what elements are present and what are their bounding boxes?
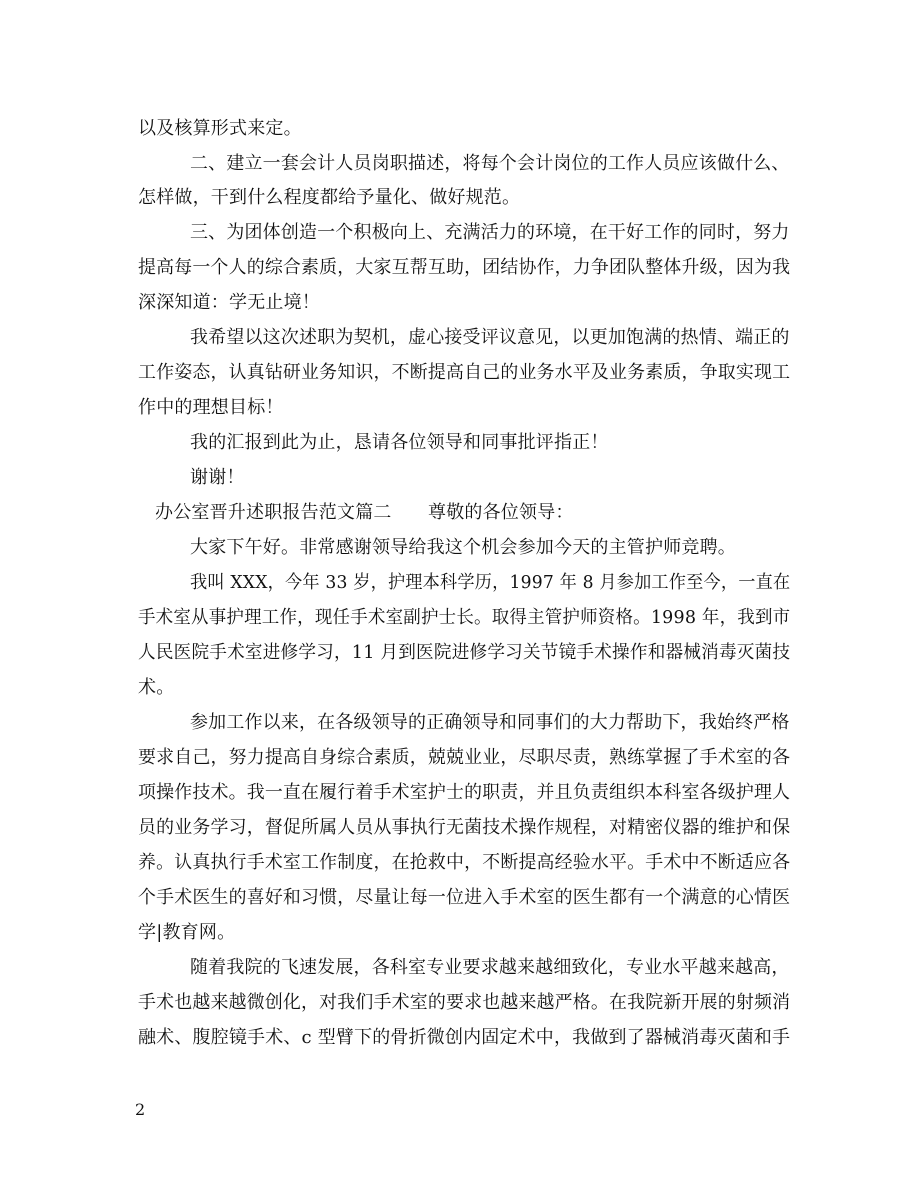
text-line: 工作姿态，认真钻研业务知识，不断提高自己的业务水平及业务素质，争取实现工 — [138, 362, 791, 383]
section-title: 办公室晋升述职报告范文篇二 尊敬的各位领导： — [155, 502, 574, 523]
text-line: 学|教育网。 — [138, 922, 236, 943]
text-line: 要求自己，努力提高自身综合素质，兢兢业业，尽职尽责，熟练掌握了手术室的各 — [138, 747, 791, 768]
text-line: 谢谢！ — [190, 467, 245, 488]
text-line: 提高每一个人的综合素质，大家互帮互助，团结协作，力争团队整体升级，因为我 — [138, 257, 791, 278]
text-line: 作中的理想目标！ — [138, 397, 284, 418]
text-line: 随着我院的飞速发展，各科室专业要求越来越细致化，专业水平越来越高， — [190, 957, 790, 978]
text-line: 大家下午好。非常感谢领导给我这个机会参加今天的主管护师竞聘。 — [190, 537, 736, 558]
text-line: 我的汇报到此为止，恳请各位领导和同事批评指正！ — [190, 432, 609, 453]
text-line: 三、为团体创造一个积极向上、充满活力的环境，在干好工作的同时，努力 — [190, 222, 790, 243]
text-line: 手术也越来越微创化，对我们手术室的要求也越来越严格。在我院新开展的射频消 — [138, 992, 791, 1013]
text-line: 项操作技术。我一直在履行着手术室护士的职责，并且负责组织本科室各级护理人 — [138, 782, 791, 803]
text-line: 我叫 XXX，今年 33 岁，护理本科学历，1997 年 8 月参加工作至今，一直在 — [190, 572, 791, 593]
text-line: 人民医院手术室进修学习，11 月到医院进修学习关节镜手术操作和器械消毒灭菌技 — [138, 642, 791, 663]
text-line: 员的业务学习，督促所属人员从事执行无菌技术操作规程，对精密仪器的维护和保 — [138, 817, 791, 838]
text-line: 融术、腹腔镜手术、c 型臂下的骨折微创内固定术中，我做到了器械消毒灭菌和手 — [138, 1027, 791, 1048]
text-line: 以及核算形式来定。 — [138, 118, 302, 139]
text-line: 手术室从事护理工作，现任手术室副护士长。取得主管护师资格。1998 年，我到市 — [138, 607, 791, 628]
text-line: 参加工作以来，在各级领导的正确领导和同事们的大力帮助下，我始终严格 — [190, 712, 790, 733]
text-line: 个手术医生的喜好和习惯，尽量让每一位进入手术室的医生都有一个满意的心情医 — [138, 887, 791, 908]
text-line: 深深知道：学无止境！ — [138, 292, 320, 313]
text-line: 二、建立一套会计人员岗职描述，将每个会计岗位的工作人员应该做什么、 — [190, 153, 790, 174]
text-line: 我希望以这次述职为契机，虚心接受评议意见，以更加饱满的热情、端正的 — [190, 327, 790, 348]
text-line: 养。认真执行手术室工作制度，在抢救中，不断提高经验水平。手术中不断适应各 — [138, 852, 791, 873]
text-line: 术。 — [138, 677, 175, 698]
text-line: 怎样做，干到什么程度都给予量化、做好规范。 — [138, 187, 521, 208]
page-number: 2 — [135, 1100, 146, 1119]
